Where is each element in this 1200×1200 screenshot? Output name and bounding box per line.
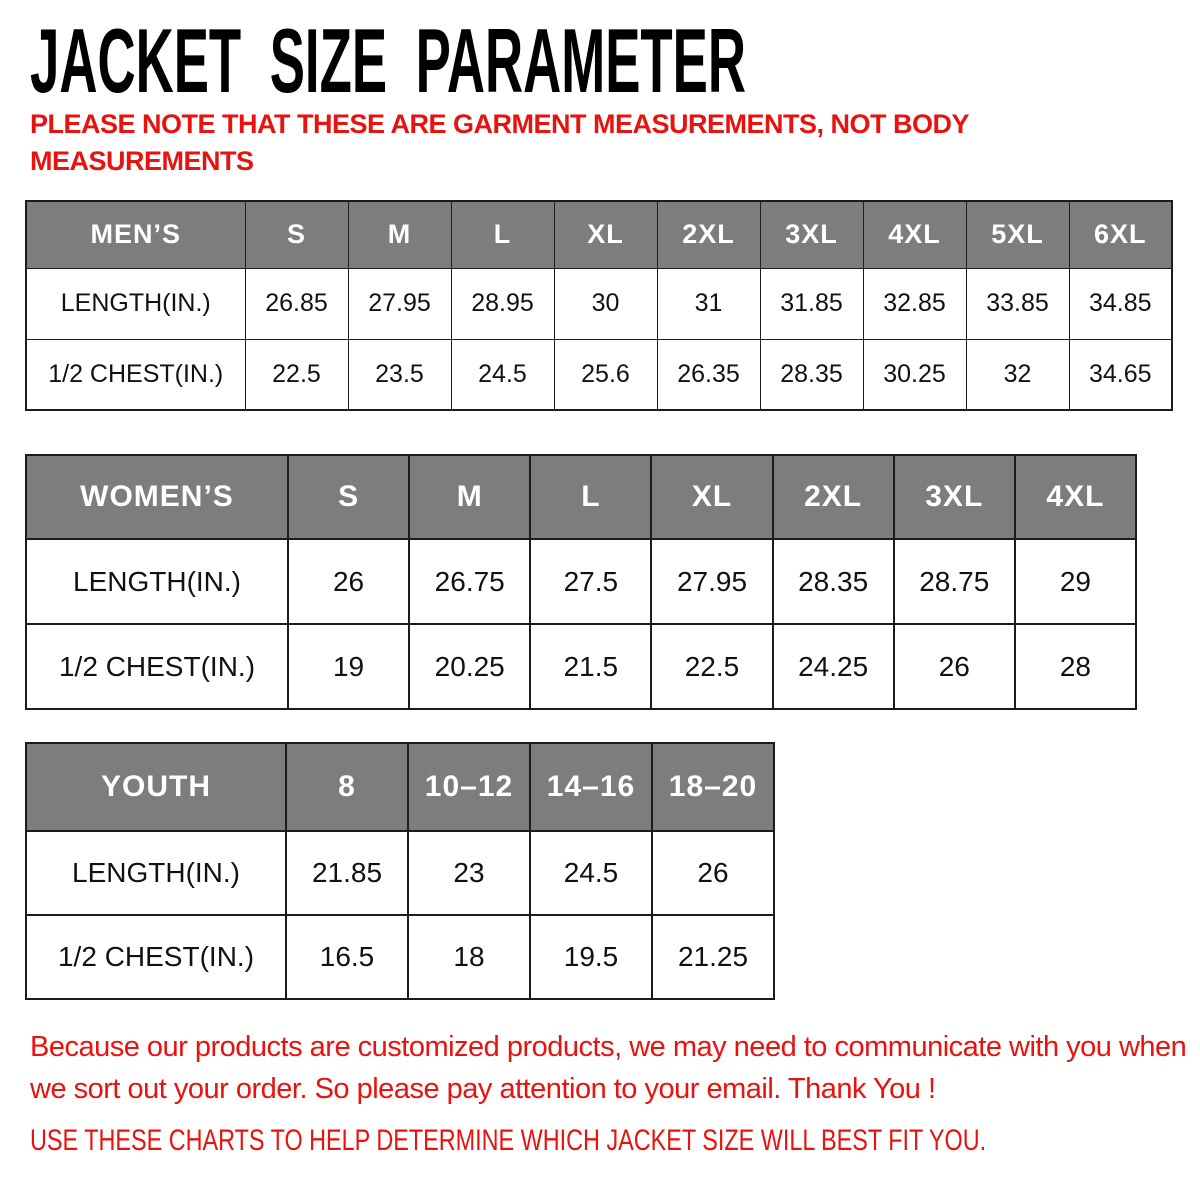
measurement-value-cell: 33.85	[966, 268, 1069, 339]
measurement-value-cell: 28.35	[760, 339, 863, 410]
measurement-value-cell: 26	[894, 624, 1015, 709]
measurement-value-cell: 20.25	[409, 624, 530, 709]
customization-notice: Because our products are customized products, we may need to communicate with you when we sort out your order. So please pay attention to your email. Thank You !	[30, 1031, 1187, 1106]
measurement-value-cell: 28.75	[894, 539, 1015, 624]
header-row	[26, 743, 774, 831]
size-column-header: 14–16	[530, 743, 652, 831]
size-column-header: XL	[651, 455, 772, 539]
measurement-value-cell: 27.95	[348, 268, 451, 339]
measurement-value-cell: 21.25	[652, 915, 774, 999]
measurement-value-cell: 26.85	[245, 268, 348, 339]
measurement-value-cell: 34.65	[1069, 339, 1172, 410]
measurement-row	[26, 268, 1172, 339]
measurement-value-cell: 27.95	[651, 539, 772, 624]
size-column-header: S	[245, 201, 348, 268]
fit-advice: USE THESE CHARTS TO HELP DETERMINE WHICH JACKET SIZE WILL BEST FIT YOU.	[30, 1124, 987, 1157]
row-label-cell: LENGTH(IN.)	[26, 831, 286, 915]
measurement-value-cell: 23.5	[348, 339, 451, 410]
table-name-cell: MEN’S	[26, 201, 245, 268]
measurement-value-cell: 16.5	[286, 915, 408, 999]
row-label-cell: 1/2 CHEST(IN.)	[26, 624, 288, 709]
measurement-value-cell: 25.6	[554, 339, 657, 410]
garment-measurement-note: PLEASE NOTE THAT THESE ARE GARMENT MEASUREMENTS, NOT BODY MEASUREMENTS	[30, 109, 969, 177]
measurement-value-cell: 28.35	[773, 539, 894, 624]
row-label-cell: 1/2 CHEST(IN.)	[26, 339, 245, 410]
mens-size-table	[25, 200, 1173, 411]
size-column-header: 2XL	[773, 455, 894, 539]
measurement-value-cell: 28.95	[451, 268, 554, 339]
measurement-value-cell: 22.5	[245, 339, 348, 410]
size-column-header: 3XL	[760, 201, 863, 268]
measurement-row	[26, 831, 774, 915]
measurement-value-cell: 28	[1015, 624, 1136, 709]
size-column-header: 10–12	[408, 743, 530, 831]
measurement-value-cell: 27.5	[530, 539, 651, 624]
womens-size-table	[25, 454, 1137, 710]
measurement-value-cell: 19	[288, 624, 409, 709]
measurement-row	[26, 915, 774, 999]
header-row	[26, 455, 1136, 539]
size-column-header: M	[409, 455, 530, 539]
measurement-value-cell: 26	[288, 539, 409, 624]
measurement-value-cell: 21.5	[530, 624, 651, 709]
size-column-header: 3XL	[894, 455, 1015, 539]
row-label-cell: LENGTH(IN.)	[26, 268, 245, 339]
measurement-row	[26, 539, 1136, 624]
size-column-header: 4XL	[863, 201, 966, 268]
size-column-header: M	[348, 201, 451, 268]
row-label-cell: 1/2 CHEST(IN.)	[26, 915, 286, 999]
row-label-cell: LENGTH(IN.)	[26, 539, 288, 624]
measurement-value-cell: 32	[966, 339, 1069, 410]
measurement-value-cell: 26.75	[409, 539, 530, 624]
measurement-value-cell: 23	[408, 831, 530, 915]
size-column-header: L	[530, 455, 651, 539]
measurement-value-cell: 19.5	[530, 915, 652, 999]
table-name-cell: YOUTH	[26, 743, 286, 831]
measurement-row	[26, 624, 1136, 709]
size-column-header: XL	[554, 201, 657, 268]
size-column-header: L	[451, 201, 554, 268]
header-row	[26, 201, 1172, 268]
measurement-value-cell: 26	[652, 831, 774, 915]
measurement-value-cell: 30.25	[863, 339, 966, 410]
size-column-header: 2XL	[657, 201, 760, 268]
size-column-header: 6XL	[1069, 201, 1172, 268]
measurement-value-cell: 18	[408, 915, 530, 999]
measurement-value-cell: 24.5	[451, 339, 554, 410]
page-title: JACKET SIZE PARAMETER	[30, 11, 746, 112]
measurement-value-cell: 24.25	[773, 624, 894, 709]
size-column-header: 5XL	[966, 201, 1069, 268]
measurement-value-cell: 30	[554, 268, 657, 339]
youth-size-table	[25, 742, 775, 1000]
size-column-header: 8	[286, 743, 408, 831]
measurement-value-cell: 32.85	[863, 268, 966, 339]
measurement-value-cell: 29	[1015, 539, 1136, 624]
measurement-value-cell: 26.35	[657, 339, 760, 410]
measurement-value-cell: 21.85	[286, 831, 408, 915]
size-column-header: 18–20	[652, 743, 774, 831]
measurement-value-cell: 22.5	[651, 624, 772, 709]
measurement-value-cell: 31	[657, 268, 760, 339]
measurement-value-cell: 34.85	[1069, 268, 1172, 339]
size-column-header: 4XL	[1015, 455, 1136, 539]
measurement-value-cell: 24.5	[530, 831, 652, 915]
measurement-value-cell: 31.85	[760, 268, 863, 339]
size-column-header: S	[288, 455, 409, 539]
measurement-row	[26, 339, 1172, 410]
table-name-cell: WOMEN’S	[26, 455, 288, 539]
